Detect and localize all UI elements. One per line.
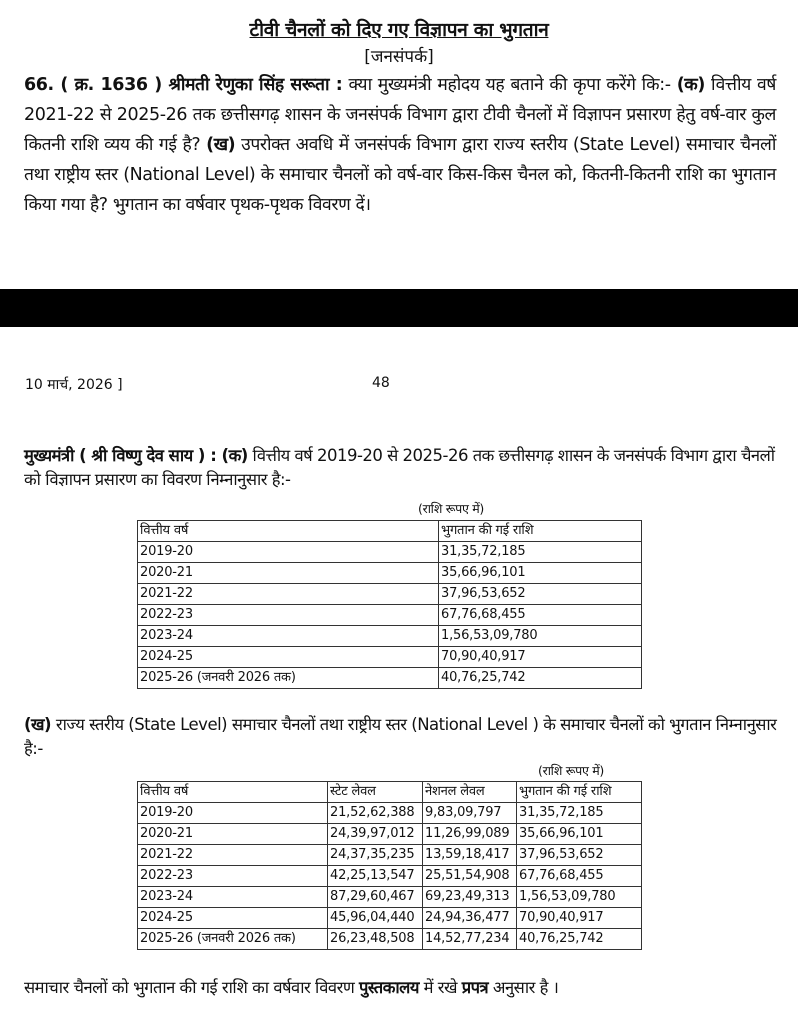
cell-national: 24,94,36,477 — [423, 908, 517, 929]
cell-national: 11,26,99,089 — [423, 824, 517, 845]
cell-year: 2025-26 (जनवरी 2026 तक) — [138, 668, 439, 689]
answer-part-ka — [24, 444, 784, 492]
header-amount-paid: भुगतान की गई राशि — [517, 782, 642, 803]
footer-text: समाचार चैनलों को भुगतान की गई राशि का वर्षवार विवरण — [24, 978, 360, 997]
answer-part-kha — [24, 713, 784, 761]
header-state-level: स्टेट लेवल — [328, 782, 423, 803]
table-row — [138, 563, 642, 584]
cell-state: 45,96,04,440 — [328, 908, 423, 929]
annual-payments-table — [137, 520, 642, 689]
table-row — [138, 542, 642, 563]
cell-year: 2023-24 — [138, 626, 439, 647]
table-row — [138, 845, 642, 866]
cell-state: 24,37,35,235 — [328, 845, 423, 866]
footer-text: में रखे — [418, 978, 462, 997]
question-title: टीवी चैनलों को दिए गए विज्ञापन का भुगतान — [249, 19, 549, 41]
cell-year: 2022-23 — [138, 866, 328, 887]
answer-part-ka-text: वित्तीय वर्ष 2019-20 से 2025-26 तक छत्तीसगढ़ शासन के जनसंपर्क विभाग द्वारा चैनलों को विज्ञापन प्रसारण का विवरण निम्नानुसार है:- — [24, 446, 775, 489]
cell-year: 2020-21 — [138, 824, 328, 845]
answer-speaker: मुख्यमंत्री ( श्री विष्णु देव साय ) : (क) — [24, 446, 248, 465]
page-date: 10 मार्च, 2026 ] — [25, 377, 123, 393]
cell-amount: 37,96,53,652 — [439, 584, 642, 605]
cell-total: 70,90,40,917 — [517, 908, 642, 929]
cell-amount: 1,56,53,09,780 — [439, 626, 642, 647]
cell-year: 2022-23 — [138, 605, 439, 626]
table-row — [138, 803, 642, 824]
cell-year: 2024-25 — [138, 908, 328, 929]
question-intro: क्या मुख्यमंत्री महोदय यह बताने की कृपा करेंगे कि:- — [342, 75, 677, 95]
table-header-row — [138, 521, 642, 542]
table-row — [138, 908, 642, 929]
cell-amount: 31,35,72,185 — [439, 542, 642, 563]
page-number: 48 — [372, 375, 390, 391]
cell-total: 35,66,96,101 — [517, 824, 642, 845]
cell-national: 13,59,18,417 — [423, 845, 517, 866]
department-label: [जनसंपर्क] — [364, 47, 434, 67]
question-part-ka-label: (क) — [676, 75, 705, 95]
cell-total: 1,56,53,09,780 — [517, 887, 642, 908]
table-header-row — [138, 782, 642, 803]
table-row — [138, 584, 642, 605]
cell-national: 14,52,77,234 — [423, 929, 517, 950]
header-national-level: नेशनल लेवल — [423, 782, 517, 803]
footer-library: पुस्तकालय — [359, 978, 419, 997]
header-amount-paid: भुगतान की गई राशि — [439, 521, 642, 542]
cell-state: 87,29,60,467 — [328, 887, 423, 908]
table-row — [138, 929, 642, 950]
question-part-kha-label: (ख) — [206, 135, 236, 155]
cell-year: 2024-25 — [138, 647, 439, 668]
page-separator-bar — [0, 289, 798, 327]
cell-year: 2021-22 — [138, 845, 328, 866]
table-row — [138, 887, 642, 908]
cell-amount: 35,66,96,101 — [439, 563, 642, 584]
cell-total: 40,76,25,742 — [517, 929, 642, 950]
footer-text: अनुसार है । — [488, 978, 559, 997]
cell-year: 2019-20 — [138, 803, 328, 824]
table-row — [138, 647, 642, 668]
answer-part-kha-label: (ख) — [24, 715, 52, 734]
cell-total: 67,76,68,455 — [517, 866, 642, 887]
cell-national: 25,51,54,908 — [423, 866, 517, 887]
header-financial-year: वित्तीय वर्ष — [138, 521, 439, 542]
table-row — [138, 605, 642, 626]
table-row — [138, 866, 642, 887]
cell-state: 21,52,62,388 — [328, 803, 423, 824]
unit-note-table2: (राशि रूपए में) — [538, 763, 604, 778]
answer-footer-note — [24, 975, 784, 1001]
state-national-payments-table — [137, 781, 642, 950]
cell-state: 42,25,13,547 — [328, 866, 423, 887]
footer-form: प्रपत्र — [461, 978, 489, 997]
cell-year: 2021-22 — [138, 584, 439, 605]
cell-state: 24,39,97,012 — [328, 824, 423, 845]
cell-year: 2020-21 — [138, 563, 439, 584]
cell-state: 26,23,48,508 — [328, 929, 423, 950]
header-financial-year: वित्तीय वर्ष — [138, 782, 328, 803]
question-number: 66. ( क्र. 1636 ) श्रीमती रेणुका सिंह सरूता : — [24, 75, 343, 95]
cell-amount: 40,76,25,742 — [439, 668, 642, 689]
question-part-kha-text: उपरोक्त अवधि में जनसंपर्क विभाग द्वारा राज्य स्तरीय (State Level) समाचार चैनलों तथा राष्ट्रीय स्तर (National Level) के समाचार चैनलों को वर्ष-वार किस-किस चैनल को, कितनी-कितनी राशि का भुगतान किया गया है? भुगतान का वर्षवार पृथक-पृथक विवरण दें। — [24, 135, 776, 215]
question-part-ka-text: वित्तीय वर्ष 2021-22 से 2025-26 तक छत्तीसगढ़ शासन के जनसंपर्क विभाग द्वारा टीवी चैनलों में विज्ञापन प्रसारण हेतु वर्ष-वार कुल कितनी राशि व्यय की गई है? — [24, 75, 777, 155]
table-row — [138, 824, 642, 845]
cell-total: 37,96,53,652 — [517, 845, 642, 866]
cell-national: 69,23,49,313 — [423, 887, 517, 908]
cell-amount: 70,90,40,917 — [439, 647, 642, 668]
table-row — [138, 626, 642, 647]
cell-year: 2023-24 — [138, 887, 328, 908]
cell-year: 2025-26 (जनवरी 2026 तक) — [138, 929, 328, 950]
cell-total: 31,35,72,185 — [517, 803, 642, 824]
cell-national: 9,83,09,797 — [423, 803, 517, 824]
answer-part-kha-text: राज्य स्तरीय (State Level) समाचार चैनलों तथा राष्ट्रीय स्तर (National Level ) के समाचार चैनलों को भुगतान निम्नानुसार है:- — [24, 715, 777, 758]
table-row — [138, 668, 642, 689]
question-text — [24, 70, 776, 220]
cell-year: 2019-20 — [138, 542, 439, 563]
cell-amount: 67,76,68,455 — [439, 605, 642, 626]
unit-note-table1: (राशि रूपए में) — [418, 501, 484, 516]
